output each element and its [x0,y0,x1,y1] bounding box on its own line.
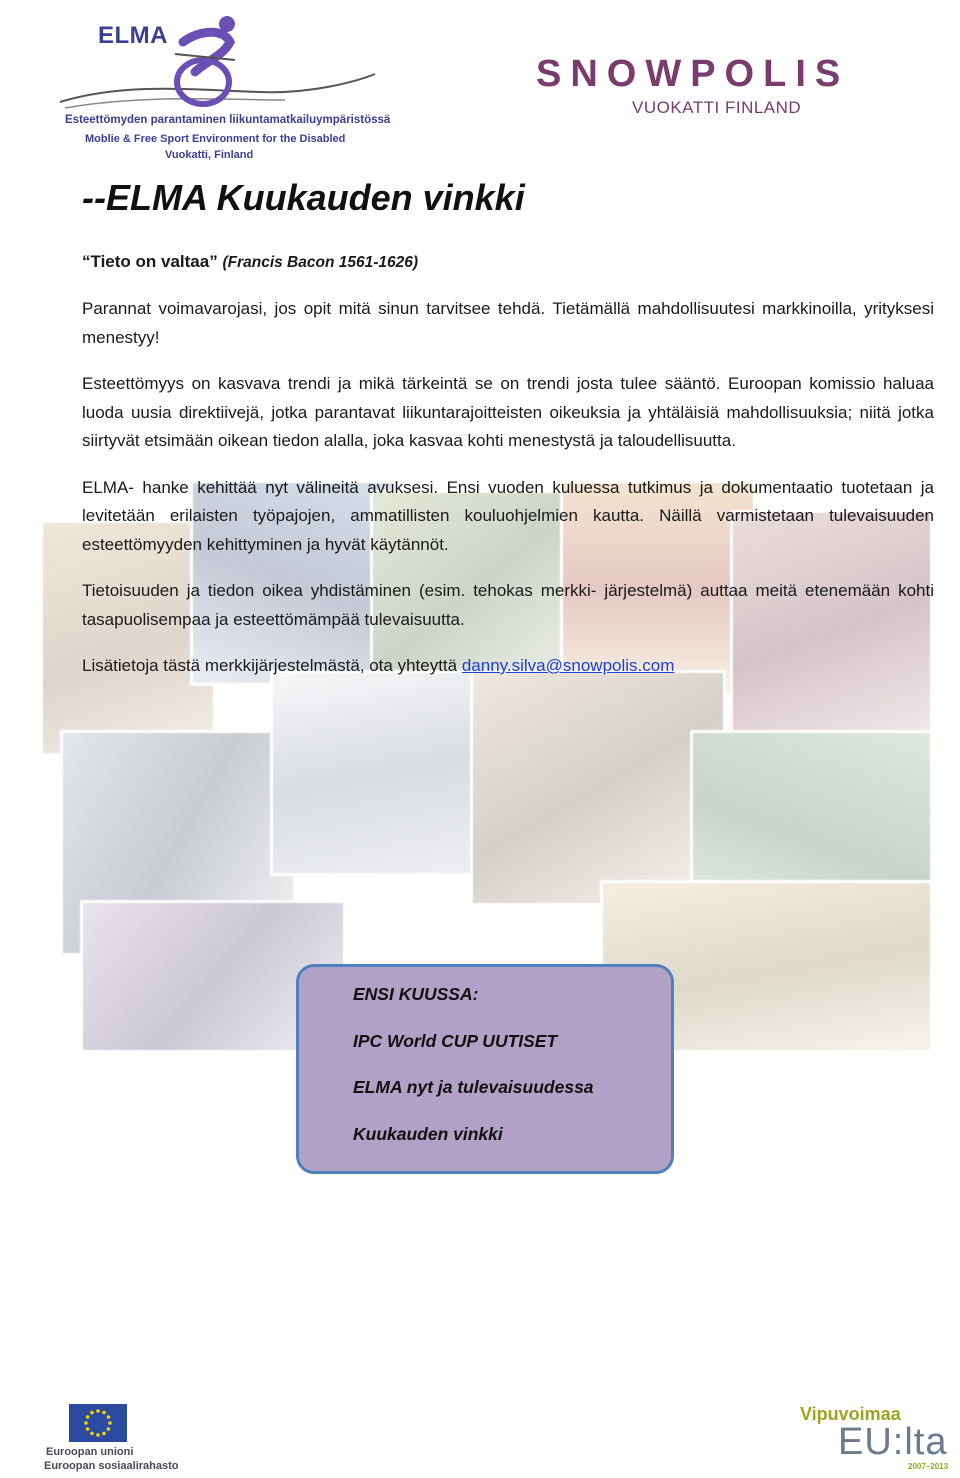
elma-logo [55,12,391,172]
elma-logo-line1: Esteettömyden parantaminen liikuntamatkailuympäristössä [65,114,391,126]
eu-logo-line1: Euroopan unioni [46,1446,134,1458]
elma-logo-name: ELMA [98,22,168,49]
eu-logo-line2: Euroopan sosiaalirahasto [44,1460,179,1472]
vipuvoimaa-logo-years: 2007–2013 [908,1462,949,1471]
next-month-item: ELMA nyt ja tulevaisuudessa [353,1077,594,1097]
quote [82,250,934,275]
contact-text: Lisätietoja tästä merkkijärjestelmästä, ota yhteyttä [82,656,462,675]
vipuvoimaa-logo-line1: Vipuvoimaa [800,1404,901,1424]
next-month-heading: ENSI KUUSSA: [353,984,479,1004]
elma-logo-line3: Vuokatti, Finland [165,149,254,161]
next-month-box [296,964,674,1174]
paragraph-4: Tietoisuuden ja tiedon oikea yhdistäminen (esim. tehokas merkki- järjestelmä) auttaa meitä etenemään kohti tasapuolisempaa ja esteettömämpää tulevaisuutta. [82,581,934,629]
next-month-item: IPC World CUP UUTISET [353,1030,558,1051]
snowpolis-logo [536,52,916,132]
quote-author: (Francis Bacon 1561-1626) [222,254,419,271]
eu-logo [44,1404,179,1474]
contact-email-link[interactable]: danny.silva@snowpolis.com [461,656,675,675]
vipuvoimaa-logo-line2: EU:lta [838,1421,948,1463]
elma-logo-line2: Moblie & Free Sport Environment for the Disabled [85,133,346,145]
article [82,170,934,681]
vipuvoimaa-logo [800,1404,955,1476]
paragraph-5 [82,652,934,681]
snowpolis-logo-sub: VUOKATTI FINLAND [632,98,802,117]
paragraph-2: Esteettömyys on kasvava trendi ja mikä tärkeintä se on trendi josta tulee sääntö. Euroopan komissio haluaa luoda uusia direktiivejä, jotka parantavat liikuntarajoitteisten oikeuksia ja yhtäläisiä mahdollisuuksia; niitä jotka siirtyvät etsimään oikean tiedon alalla, joka kasvaa kohti menestystä ja taloudellisuutta. [82,374,934,450]
page-title: --ELMA Kuukauden vinkki [82,177,525,218]
paragraph-3: ELMA- hanke kehittää nyt välineitä avuksesi. Ensi vuoden kuluessa tutkimus ja dokumentaatio tuotetaan ja levitetään erilaisten työpajojen, ammatillisten kouluohjelmien kautta. Näillä varmistetaan tulevaisuuden esteettömyyden kehittyminen ja hyvät käytännöt. [82,477,934,554]
snowpolis-logo-name: SNOWPOLIS [536,53,850,95]
eu-flag-icon [69,1404,127,1442]
paragraph-1: Parannat voimavarojasi, jos opit mitä sinun tarvitsee tehdä. Tietämällä mahdollisuutesi markkinoilla, yrityksesi menestyy! [82,299,934,347]
next-month-item: Kuukauden vinkki [353,1123,503,1144]
quote-text: “Tieto on valtaa” [82,252,218,271]
